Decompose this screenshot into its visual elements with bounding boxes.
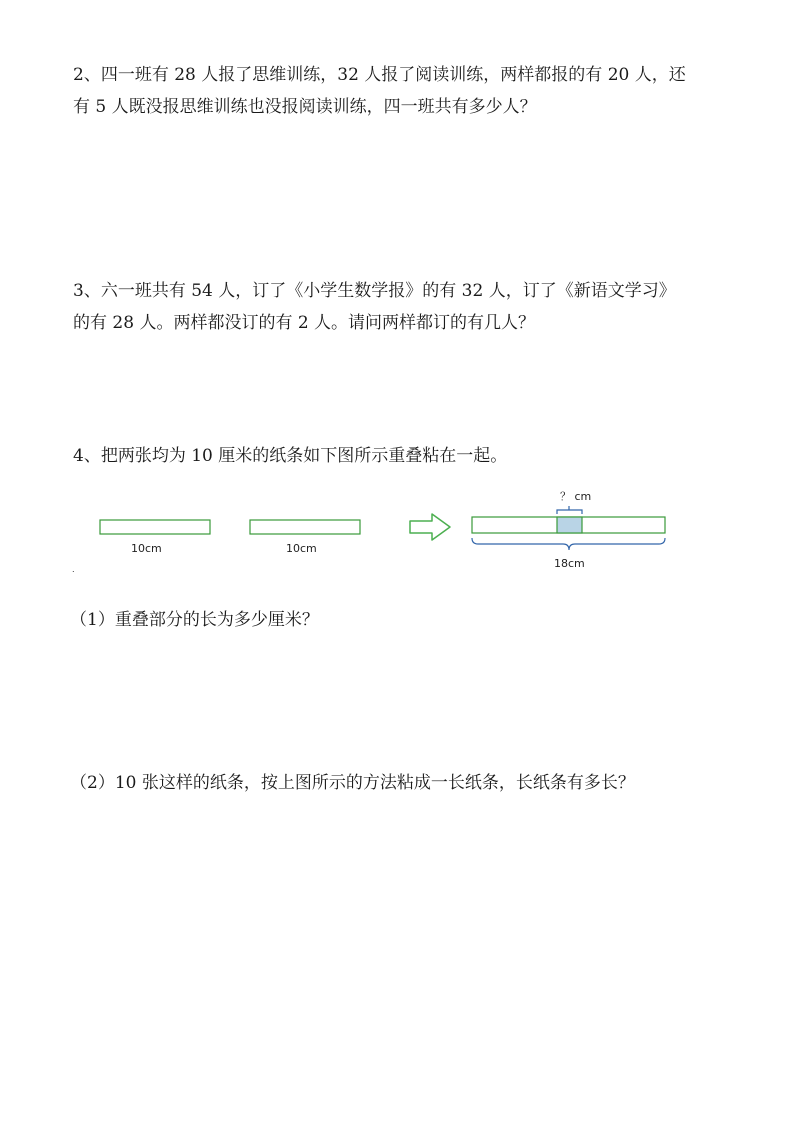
paper-strip-1 <box>100 520 210 534</box>
question-4-part-2 <box>70 767 730 799</box>
paper-strip-2 <box>250 520 360 534</box>
question-3-line-2: 的有 28 人。两样都没订的有 2 人。请问两样都订的有几人？ <box>73 313 536 333</box>
question-3 <box>73 275 733 339</box>
question-2-line-2: 有 5 人既没报思维训练也没报阅读训练，四一班共有多少人？ <box>73 97 537 117</box>
stray-mark: . <box>72 565 75 574</box>
overlap-length-label: ？ cm <box>560 490 592 503</box>
total-length-label: 18cm <box>554 557 585 570</box>
question-3-line-1: 3、六一班共有 54 人，订了《小学生数学报》的有 32 人，订了《新语文学习》 <box>73 281 676 301</box>
question-2 <box>73 59 733 123</box>
question-4-line-1: 4、把两张均为 10 厘米的纸条如下图所示重叠粘在一起。 <box>73 446 508 466</box>
question-4 <box>73 440 733 472</box>
paper-strip-1-label: 10cm <box>131 542 162 555</box>
paper-strip-diagram <box>0 480 793 580</box>
question-4-part-1-text: （1）重叠部分的长为多少厘米？ <box>70 610 319 630</box>
overlap-region <box>557 517 582 533</box>
question-2-line-1: 2、四一班有 28 人报了思维训练，32 人报了阅读训练，两样都报的有 20 人，还 <box>73 65 686 85</box>
total-length-brace <box>472 538 665 550</box>
question-4-part-2-text: （2）10 张这样的纸条，按上图所示的方法粘成一长纸条，长纸条有多长？ <box>70 773 635 793</box>
question-4-part-1 <box>70 604 730 636</box>
paper-strip-2-label: 10cm <box>286 542 317 555</box>
overlap-bracket <box>557 506 582 514</box>
right-arrow-icon <box>410 514 450 540</box>
